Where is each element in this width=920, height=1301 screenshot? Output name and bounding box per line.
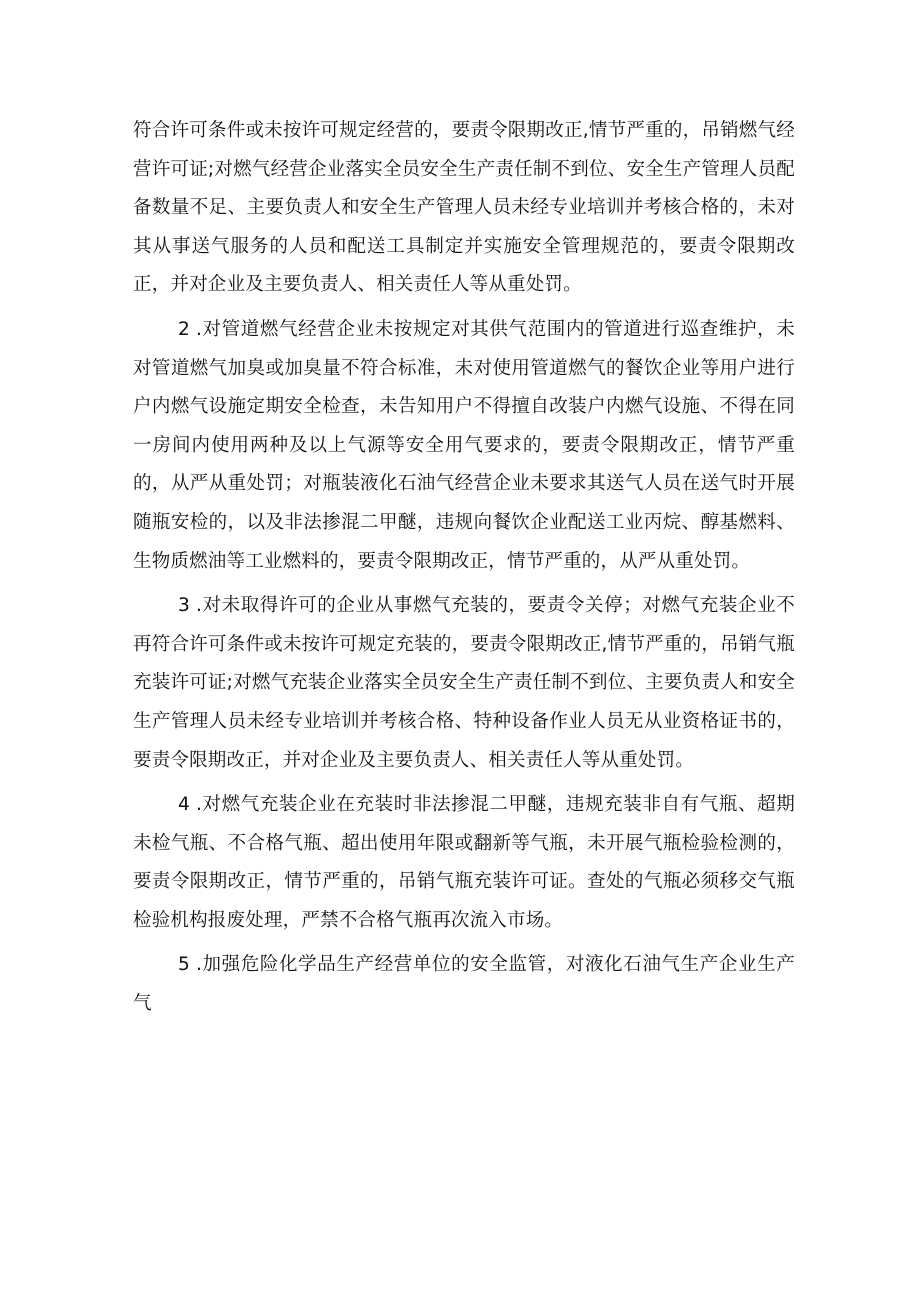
paragraph-item-3 (133, 587, 795, 780)
paragraph-text: .加强危险化学品生产经营单位的安全监管，对液化石油气生产企业生产气 (133, 954, 795, 1015)
item-number: 2 (178, 318, 190, 340)
item-number: 4 (178, 794, 190, 816)
paragraph-text: .对管道燃气经营企业未按规定对其供气范围内的管道进行巡查维护，未对管道燃气加臭或加臭量不符合标准，未对使用管道燃气的餐饮企业等用户进行户内燃气设施定期安全检查，未告知用户不得擅自改装户内燃气设施、不得在同一房间内使用两种及以上气源等安全用气要求的，要责令限期改正，情节严重的，从严从重处罚；对瓶装液化石油气经营企业未要求其送气人员在送气时开展随瓶安检的，以及非法掺混二甲醚，违规向餐饮企业配送工业丙烷、醇基燃料、生物质燃油等工业燃料的，要责令限期改正，情节严重的，从严从重处罚。 (133, 318, 795, 572)
paragraph-item-4 (133, 786, 795, 940)
document-body (133, 112, 795, 1030)
paragraph-text: 符合许可条件或未按许可规定经营的，要责令限期改正,情节严重的，吊销燃气经营许可证;对燃气经营企业落实全员安全生产责任制不到位、安全生产管理人员配备数量不足、主要负责人和安全生产管理人员未经专业培训并考核合格的，未对其从事送气服务的人员和配送工具制定并实施安全管理规范的，要责令限期改正，并对企业及主要负责人、相关责任人等从重处罚。 (133, 120, 795, 296)
item-number: 3 (178, 595, 190, 617)
paragraph-continued (133, 112, 795, 305)
paragraph-text: .对燃气充装企业在充装时非法掺混二甲醚，违规充装非自有气瓶、超期未检气瓶、不合格气瓶、超出使用年限或翻新等气瓶，未开展气瓶检验检测的，要责令限期改正，情节严重的，吊销气瓶充装许可证。查处的气瓶必须移交气瓶检验机构报废处理，严禁不合格气瓶再次流入市场。 (133, 794, 795, 931)
paragraph-item-5 (133, 946, 795, 1023)
item-number: 5 (178, 954, 190, 976)
paragraph-item-2 (133, 311, 795, 581)
paragraph-text: .对未取得许可的企业从事燃气充装的，要责令关停；对燃气充装企业不再符合许可条件或未按许可规定充装的，要责令限期改正,情节严重的，吊销气瓶充装许可证;对燃气充装企业落实全员安全生产责任制不到位、主要负责人和安全生产管理人员未经专业培训并考核合格、特种设备作业人员无从业资格证书的，要责令限期改正，并对企业及主要负责人、相关责任人等从重处罚。 (133, 595, 795, 771)
